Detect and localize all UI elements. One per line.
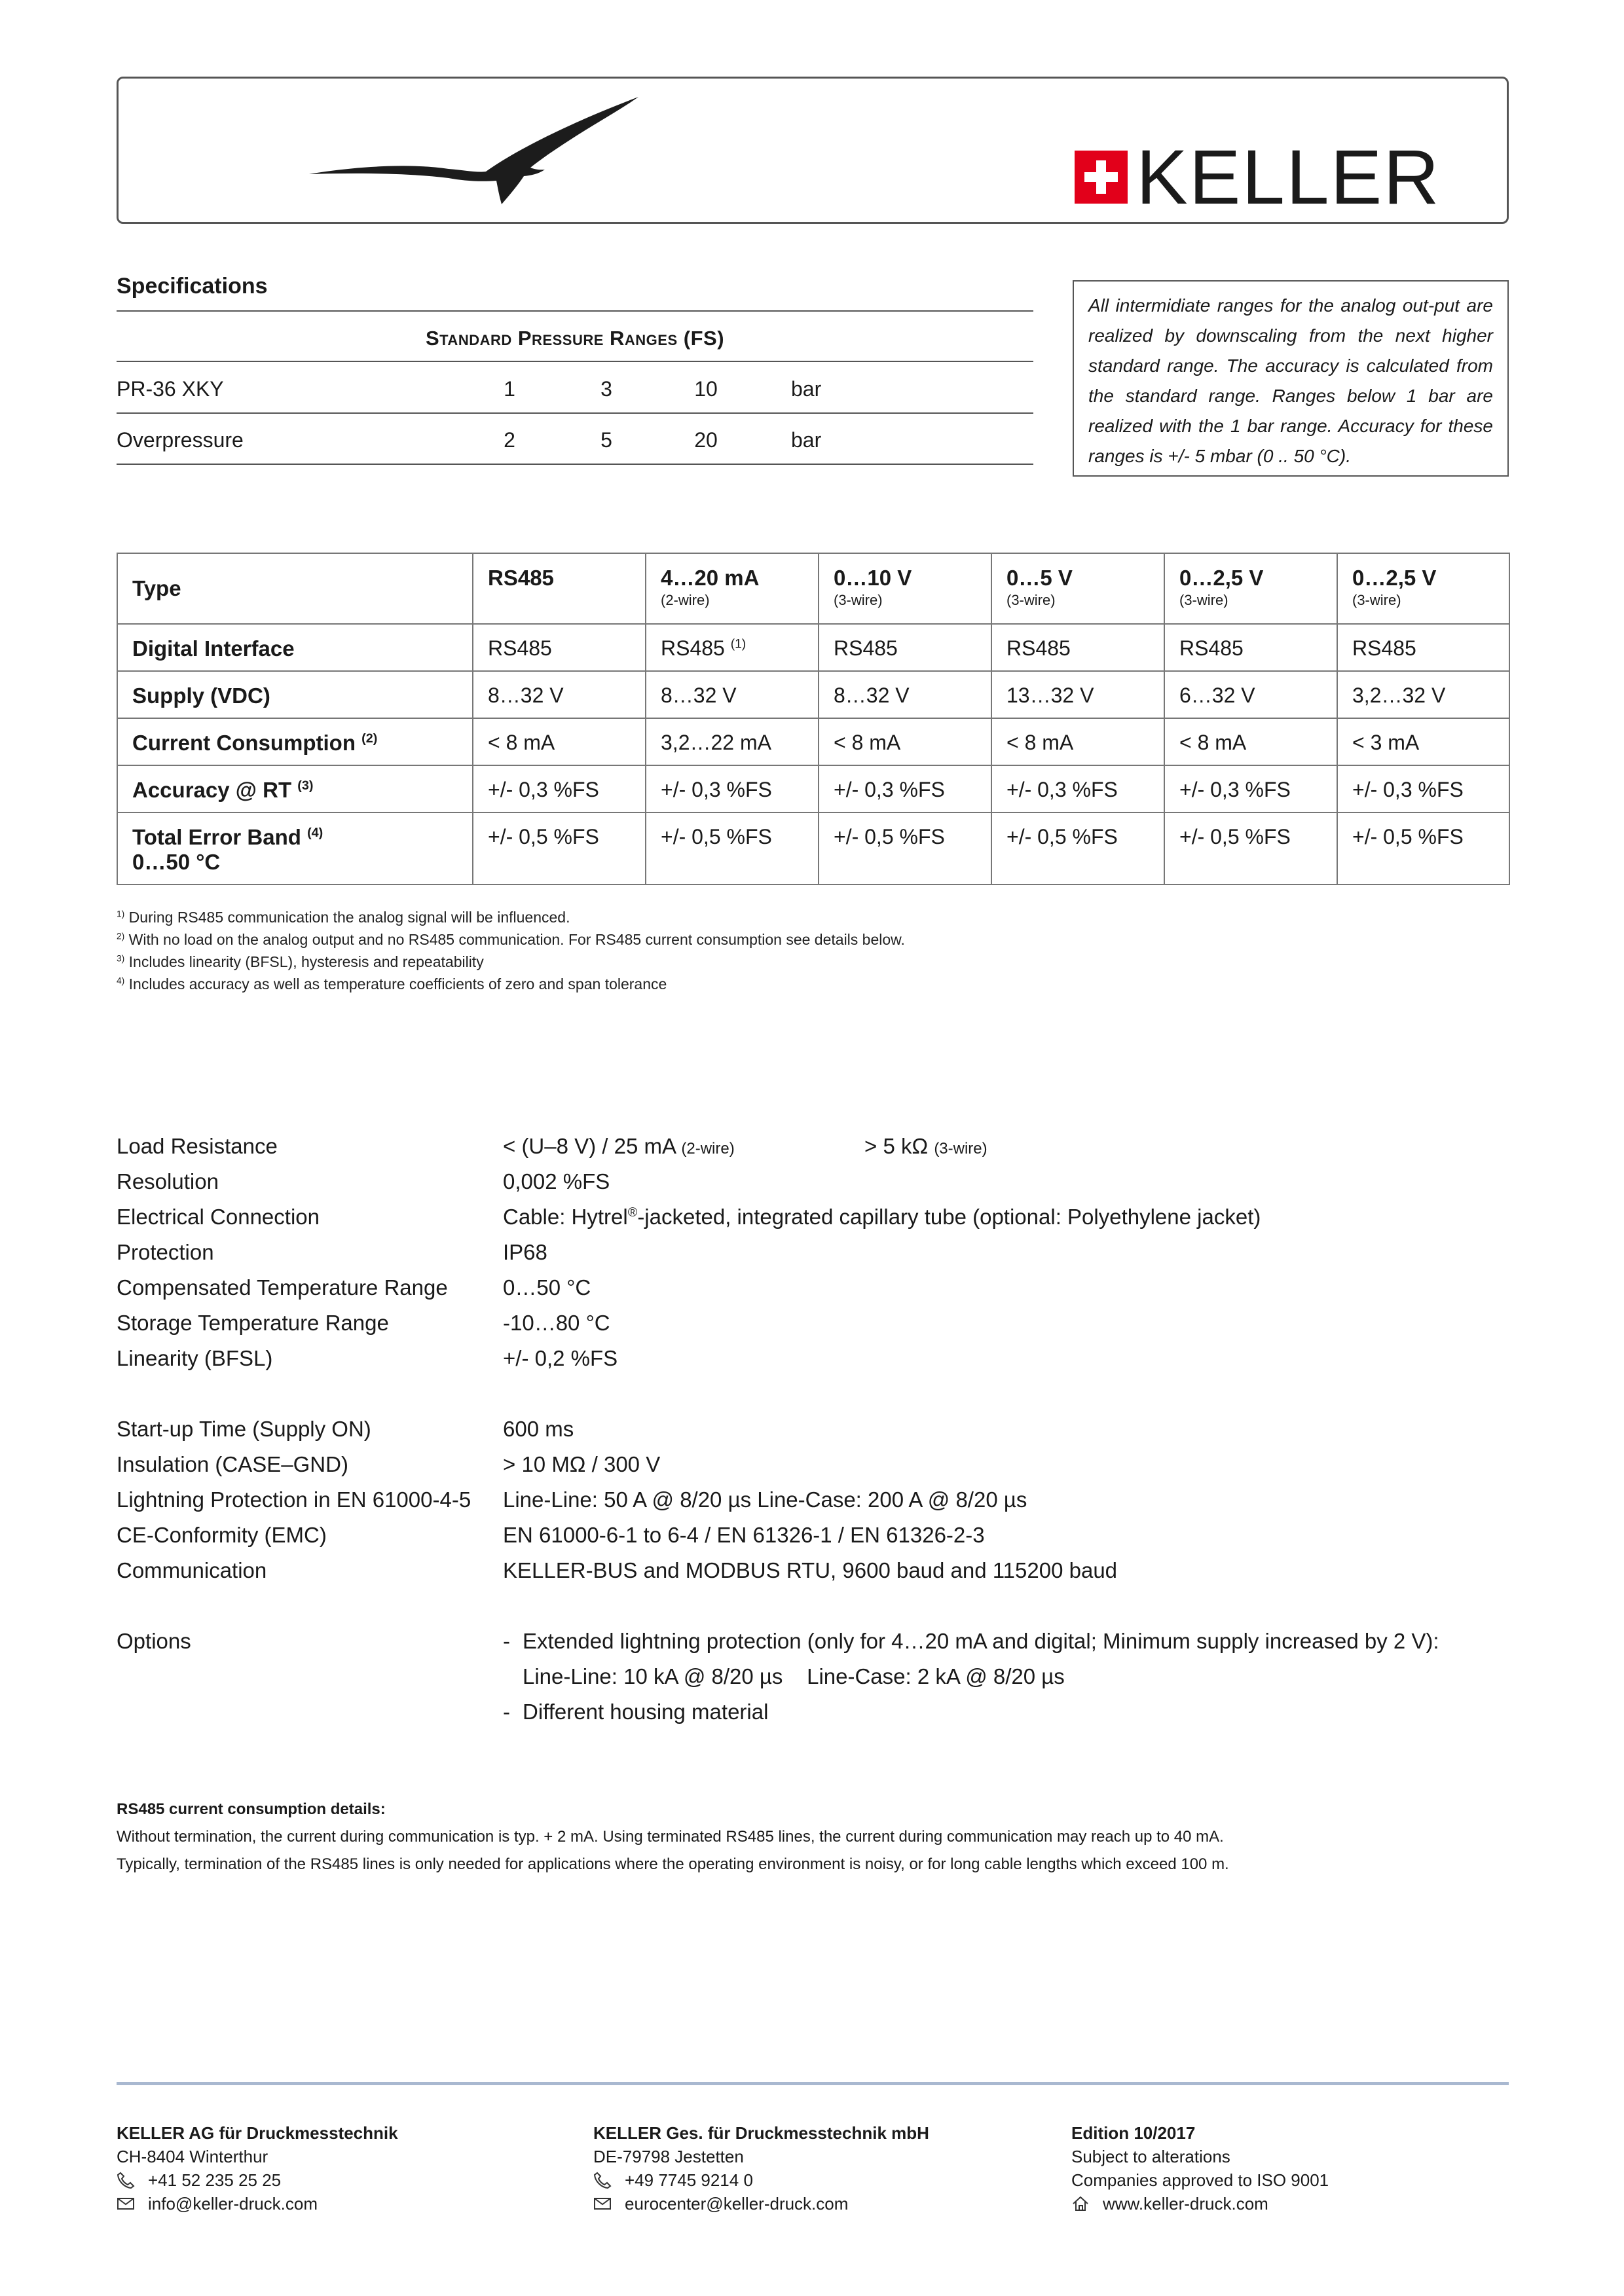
param-label: Linearity (BFSL) [117, 1346, 273, 1370]
footnote-mark: 4) [117, 975, 125, 986]
table-cell: +/- 0,3 %FS [819, 765, 991, 812]
brand-name: KELLER [1136, 134, 1441, 221]
column-header [819, 553, 991, 624]
footnote-mark: (4) [307, 826, 323, 840]
table-cell: 8…32 V [473, 671, 646, 718]
footnote [117, 953, 484, 971]
range-row-label: Overpressure [117, 428, 244, 452]
cell-value: RS485 [661, 636, 725, 660]
table-row [117, 718, 1509, 765]
param-value: > 10 MΩ / 300 V [503, 1452, 661, 1476]
bird-logo-icon [308, 97, 642, 205]
row-label-text: Total Error Band [132, 825, 301, 849]
column-header [991, 553, 1164, 624]
footnote-text: Includes linearity (BFSL), hysteresis and repeatability [128, 953, 484, 970]
footnote-text: During RS485 communication the analog signal will be influenced. [128, 909, 570, 926]
table-cell: +/- 0,5 %FS [1337, 812, 1509, 884]
mail-icon [117, 2195, 135, 2212]
footer-column-ch [117, 2121, 398, 2215]
divider [117, 310, 1033, 312]
range-unit: bar [791, 377, 822, 401]
param-label: Resolution [117, 1169, 219, 1194]
footnote-mark: 1) [117, 909, 125, 919]
column-name: 0…5 V [1006, 566, 1073, 590]
param-label: Insulation (CASE–GND) [117, 1452, 348, 1476]
param-label: Communication [117, 1558, 267, 1582]
table-cell: 3,2…32 V [1337, 671, 1509, 718]
range-value: 1 [504, 377, 515, 401]
row-label: Supply (VDC) [117, 671, 473, 718]
row-label-text: Current Consumption [132, 731, 356, 755]
table-cell: RS485 [991, 624, 1164, 671]
footer-phone-number: +49 7745 9214 0 [625, 2170, 753, 2190]
option-item: Different housing material [523, 1700, 769, 1724]
footer-alterations: Subject to alterations [1071, 2147, 1230, 2166]
param-value: IP68 [503, 1240, 547, 1264]
load-2wire-note: (2-wire) [681, 1140, 735, 1157]
table-cell: +/- 0,5 %FS [819, 812, 991, 884]
ranges-title: Standard Pressure Ranges (FS) [425, 327, 725, 350]
param-value [864, 1134, 987, 1159]
option-dash: - [503, 1700, 510, 1724]
param-value: 0…50 °C [503, 1275, 591, 1300]
column-header [1164, 553, 1337, 624]
param-value: KELLER-BUS and MODBUS RTU, 9600 baud and 115200 baud [503, 1558, 1118, 1582]
footer-iso: Companies approved to ISO 9001 [1071, 2170, 1329, 2190]
table-cell: 8…32 V [819, 671, 991, 718]
type-header: Type [117, 553, 473, 624]
param-value [503, 1205, 1261, 1230]
table-cell: +/- 0,3 %FS [1164, 765, 1337, 812]
row-label [117, 718, 473, 765]
table-row [117, 812, 1509, 884]
column-name: 0…10 V [834, 566, 912, 590]
column-name: 4…20 mA [661, 566, 760, 590]
footer-address: DE-79798 Jestetten [593, 2147, 744, 2166]
footnote [117, 931, 905, 949]
phone-icon [117, 2172, 135, 2189]
table-cell: < 8 mA [473, 718, 646, 765]
range-value: 3 [600, 377, 612, 401]
param-value [503, 1134, 735, 1159]
home-icon [1071, 2195, 1090, 2212]
param-label: CE-Conformity (EMC) [117, 1523, 327, 1547]
row-label [117, 812, 473, 884]
divider [117, 464, 1033, 465]
table-cell: +/- 0,3 %FS [473, 765, 646, 812]
param-label: Compensated Temperature Range [117, 1275, 448, 1300]
spec-table [117, 553, 1510, 885]
footer-company: KELLER AG für Druckmesstechnik [117, 2123, 398, 2143]
swiss-cross-icon [1075, 151, 1128, 204]
footer-phone [593, 2168, 929, 2192]
table-cell: +/- 0,5 %FS [1164, 812, 1337, 884]
rs485-details-title: RS485 current consumption details: [117, 1800, 386, 1818]
param-value: 600 ms [503, 1417, 574, 1441]
phone-icon [593, 2172, 612, 2189]
table-cell [646, 624, 819, 671]
table-cell: +/- 0,5 %FS [473, 812, 646, 884]
table-row [117, 765, 1509, 812]
load-3wire: > 5 kΩ [864, 1134, 929, 1158]
footnote-text: With no load on the analog output and no RS485 communication. For RS485 current consumption see details below. [128, 931, 905, 948]
registered-mark: ® [627, 1205, 638, 1220]
load-3wire-note: (3-wire) [934, 1140, 987, 1157]
param-value: -10…80 °C [503, 1311, 610, 1335]
param-label: Options [117, 1629, 191, 1653]
column-name: 0…2,5 V [1179, 566, 1264, 590]
range-value: 5 [600, 428, 612, 452]
rs485-details-line: Without termination, the current during communication is typ. + 2 mA. Using terminated RS485 lines, the current during communication may reach up to 40 mA. [117, 1828, 1224, 1846]
range-value: 10 [694, 377, 718, 401]
param-label: Start-up Time (Supply ON) [117, 1417, 371, 1441]
footer-email-address[interactable]: eurocenter@keller-druck.com [625, 2194, 849, 2214]
footnote-mark: 3) [117, 953, 125, 964]
range-value: 2 [504, 428, 515, 452]
divider [117, 361, 1033, 362]
mail-icon [593, 2195, 612, 2212]
footer-phone-number: +41 52 235 25 25 [148, 2170, 282, 2190]
electrical-pre: Cable: Hytrel [503, 1205, 628, 1229]
table-cell: < 3 mA [1337, 718, 1509, 765]
specifications-heading: Specifications [117, 274, 268, 299]
footnote [117, 909, 570, 926]
table-cell: RS485 [473, 624, 646, 671]
row-label-text: Accuracy @ RT [132, 778, 292, 802]
row-label: Digital Interface [117, 624, 473, 671]
column-header [646, 553, 819, 624]
table-cell: 3,2…22 mA [646, 718, 819, 765]
table-cell: +/- 0,3 %FS [991, 765, 1164, 812]
divider [117, 412, 1033, 414]
column-sub: (3-wire) [1179, 592, 1228, 608]
footer-column-edition [1071, 2121, 1329, 2215]
range-unit: bar [791, 428, 822, 452]
footnote-mark: (1) [730, 637, 747, 651]
column-sub: (2-wire) [661, 592, 710, 608]
row-label [117, 765, 473, 812]
electrical-post: -jacketed, integrated capillary tube (optional: Polyethylene jacket) [637, 1205, 1261, 1229]
table-cell: +/- 0,3 %FS [1337, 765, 1509, 812]
footer-website[interactable]: www.keller-druck.com [1103, 2194, 1268, 2214]
footer-rule [117, 2082, 1509, 2085]
footnote-mark: (2) [361, 731, 378, 746]
load-2wire: < (U–8 V) / 25 mA [503, 1134, 676, 1158]
option-item-continued: Line-Line: 10 kA @ 8/20 µs Line-Case: 2 kA @ 8/20 µs [523, 1664, 1065, 1688]
table-cell: RS485 [819, 624, 991, 671]
table-row [117, 624, 1509, 671]
range-value: 20 [694, 428, 718, 452]
row-label-line2: 0…50 °C [132, 850, 221, 874]
param-value: EN 61000-6-1 to 6-4 / EN 61326-1 / EN 61326-2-3 [503, 1523, 985, 1547]
param-value: Line-Line: 50 A @ 8/20 µs Line-Case: 200 A @ 8/20 µs [503, 1487, 1027, 1512]
column-header [1337, 553, 1509, 624]
column-sub: (3-wire) [1352, 592, 1401, 608]
footer-email [593, 2192, 929, 2215]
footnote-text: Includes accuracy as well as temperature coefficients of zero and span tolerance [128, 975, 667, 993]
param-value: 0,002 %FS [503, 1169, 610, 1194]
footer-column-de [593, 2121, 929, 2215]
table-cell: 8…32 V [646, 671, 819, 718]
footer-company: KELLER Ges. für Druckmesstechnik mbH [593, 2123, 929, 2143]
column-header [473, 553, 646, 624]
table-cell: < 8 mA [991, 718, 1164, 765]
option-item: Extended lightning protection (only for 4…20 mA and digital; Minimum supply increased by 2 V): [523, 1629, 1439, 1653]
table-row [117, 671, 1509, 718]
table-cell: +/- 0,5 %FS [991, 812, 1164, 884]
table-cell: +/- 0,5 %FS [646, 812, 819, 884]
param-value: +/- 0,2 %FS [503, 1346, 618, 1370]
column-sub: (3-wire) [834, 592, 883, 608]
param-label: Load Resistance [117, 1134, 278, 1158]
option-dash: - [503, 1629, 510, 1653]
footnote-mark: 2) [117, 931, 125, 941]
footer-email [117, 2192, 398, 2215]
param-label: Protection [117, 1240, 214, 1264]
table-cell: RS485 [1164, 624, 1337, 671]
footnote-mark: (3) [297, 778, 314, 793]
param-label: Lightning Protection in EN 61000-4-5 [117, 1487, 471, 1512]
table-cell: < 8 mA [1164, 718, 1337, 765]
footer-edition: Edition 10/2017 [1071, 2123, 1196, 2143]
footnote [117, 975, 667, 993]
column-name: 0…2,5 V [1352, 566, 1437, 590]
table-cell: +/- 0,3 %FS [646, 765, 819, 812]
range-row-label: PR-36 XKY [117, 377, 224, 401]
param-label: Electrical Connection [117, 1205, 320, 1229]
column-name: RS485 [488, 566, 554, 590]
footer-web [1071, 2192, 1329, 2215]
column-sub: (3-wire) [1006, 592, 1056, 608]
footer-email-address[interactable]: info@keller-druck.com [148, 2194, 318, 2214]
footer-address: CH-8404 Winterthur [117, 2147, 268, 2166]
table-cell: < 8 mA [819, 718, 991, 765]
param-label: Storage Temperature Range [117, 1311, 389, 1335]
footer-phone [117, 2168, 398, 2192]
table-header-row [117, 553, 1509, 624]
ranges-note: All intermidiate ranges for the analog out-put are realized by downscaling from the next higher standard range. The accuracy is calculated from the standard range. Ranges below 1 bar are realized with the 1 bar range. Accuracy for these ranges is +/- 5 mbar (0 .. 50 °C). [1073, 280, 1509, 477]
rs485-details-line: Typically, termination of the RS485 lines is only needed for applications where the operating environment is noisy, or for long cable lengths which exceed 100 m. [117, 1855, 1229, 1873]
table-cell: 13…32 V [991, 671, 1164, 718]
table-cell: RS485 [1337, 624, 1509, 671]
table-cell: 6…32 V [1164, 671, 1337, 718]
